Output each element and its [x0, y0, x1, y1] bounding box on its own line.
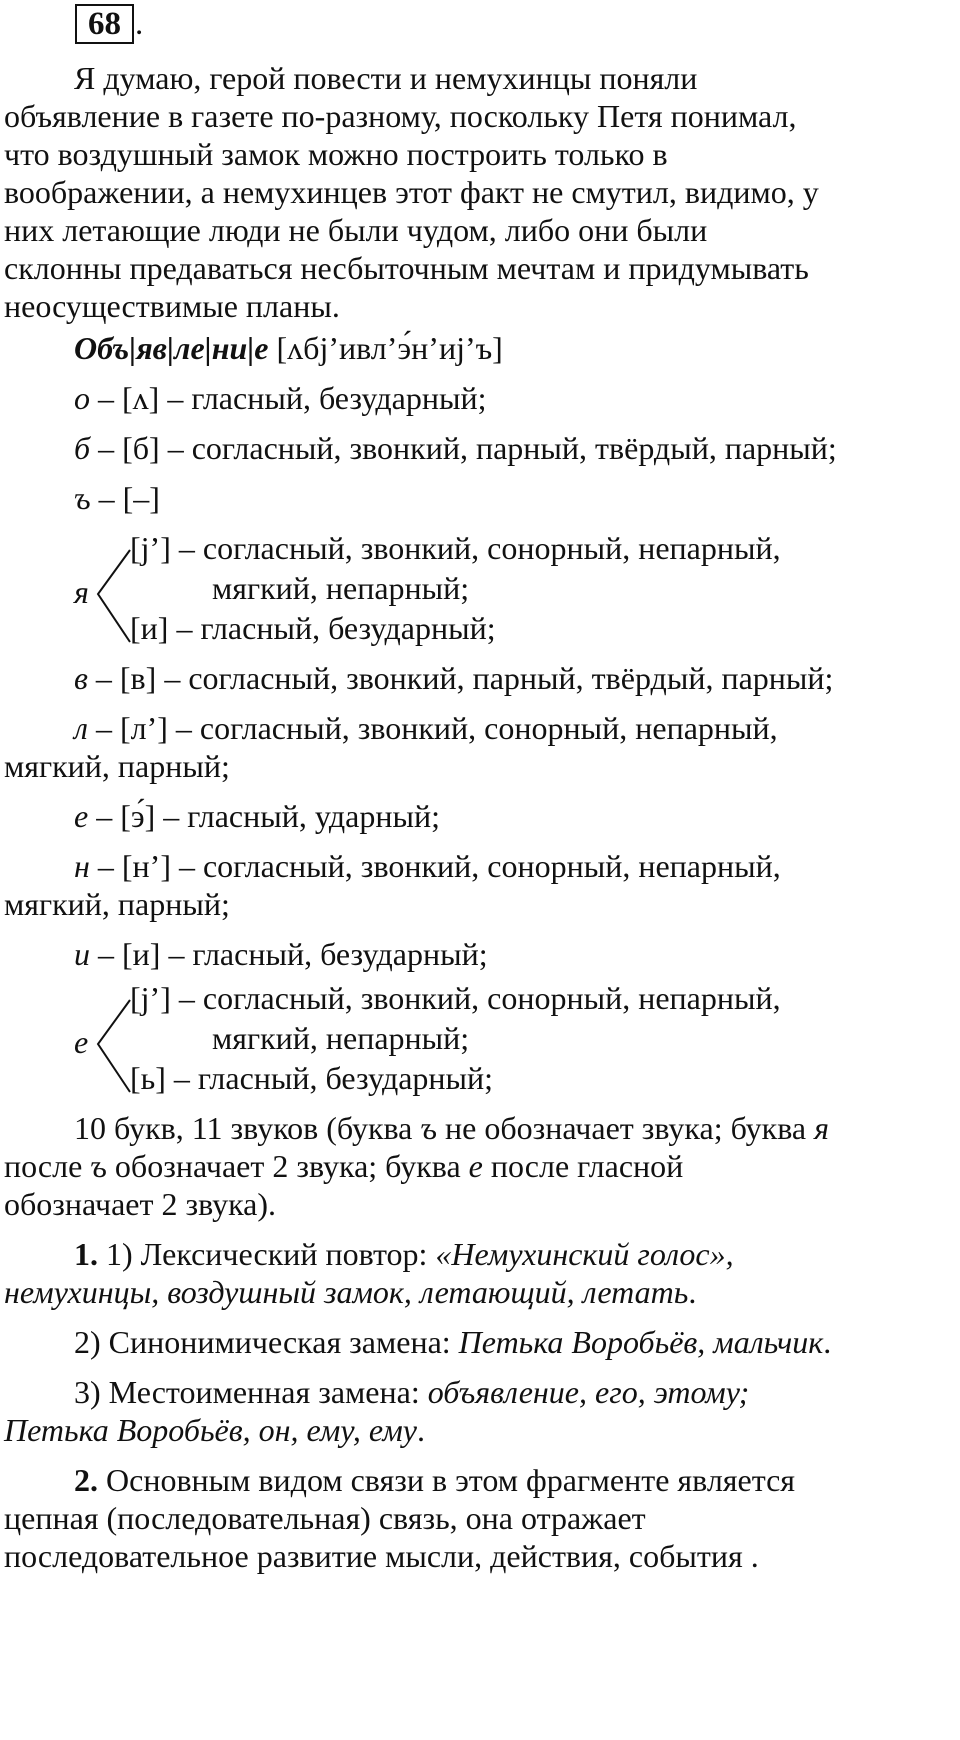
- phoneme-e2-j: [j’] – согласный, звонкий, сонорный, непарный,: [130, 980, 781, 1016]
- phoneme-row-n-cont: мягкий, парный;: [4, 886, 230, 922]
- letter: б: [74, 430, 91, 466]
- task2-line: последовательное развитие мысли, действия, события .: [4, 1538, 759, 1574]
- phoneme-row-hard-sign: [74, 478, 160, 518]
- summary-line: после ъ обозначает 2 звука; буква е после гласной: [4, 1148, 684, 1184]
- phoneme-row-l-cont: мягкий, парный;: [4, 748, 230, 784]
- intro-line: склонны предаваться несбыточным мечтам и придумывать: [4, 250, 809, 286]
- brace-e2: [94, 994, 134, 1098]
- word-transcription: [ʌбj’ивл’э́н’иj’ъ]: [276, 330, 503, 366]
- letter: ъ: [74, 480, 91, 516]
- phoneme-row-o: [74, 378, 486, 418]
- task1-item3: 3) Местоименная замена: объявление, его, этому;: [74, 1374, 750, 1410]
- intro-line: них летающие люди не были чудом, либо они были: [4, 212, 708, 248]
- phoneme-row-l: [74, 708, 778, 748]
- phoneme-ya-j-cont: мягкий, непарный;: [212, 570, 470, 606]
- phoneme-description: – [л’] – согласный, звонкий, сонорный, непарный,: [87, 710, 778, 746]
- letter: н: [74, 848, 90, 884]
- letter: е: [74, 798, 89, 834]
- phoneme-description: – [и] – гласный, безударный;: [90, 936, 488, 972]
- intro-line: Я думаю, герой повести и немухинцы поняли: [74, 60, 698, 96]
- phoneme-ya-j: [j’] – согласный, звонкий, сонорный, непарный,: [130, 530, 781, 566]
- task2-number: 2.: [74, 1462, 98, 1498]
- phoneme-description: – [–]: [90, 480, 160, 516]
- phoneme-letter-e2: е: [74, 1024, 89, 1060]
- task2-line: цепная (последовательная) связь, она отражает: [4, 1500, 646, 1536]
- task1-item2: 2) Синонимическая замена: Петька Воробьёв, мальчик.: [74, 1324, 832, 1360]
- task2-line: 2. Основным видом связи в этом фрагменте является: [74, 1462, 795, 1498]
- letter: л: [74, 710, 88, 746]
- brace-ya: [94, 544, 134, 648]
- phoneme-ya-i: [и] – гласный, безударный;: [130, 610, 496, 646]
- task1-item1: 1. 1) Лексический повтор: «Немухинский голос»,: [74, 1236, 734, 1272]
- phoneme-e2-soft: [ь] – гласный, безударный;: [130, 1060, 494, 1096]
- task1-number: 1.: [74, 1236, 98, 1272]
- phoneme-row-v: [74, 658, 833, 698]
- word-segmented: Объ|яв|ле|ни|е: [74, 330, 269, 366]
- summary-line: 10 букв, 11 звуков (буква ъ не обозначает звука; буква я: [74, 1110, 829, 1146]
- phoneme-description: – [н’] – согласный, звонкий, сонорный, непарный,: [89, 848, 781, 884]
- phoneme-row-e: [74, 796, 440, 836]
- letter: и: [74, 936, 90, 972]
- letter: о: [74, 380, 90, 416]
- phoneme-description: – [э́] – гласный, ударный;: [88, 798, 440, 834]
- word-heading: [74, 328, 503, 368]
- phoneme-e2-j-cont: мягкий, непарный;: [212, 1020, 470, 1056]
- task1-item3-cont: Петька Воробьёв, он, ему, ему.: [4, 1412, 425, 1448]
- letter: в: [74, 660, 88, 696]
- phoneme-description: – [ʌ] – гласный, безударный;: [90, 380, 487, 416]
- phoneme-row-i: [74, 934, 488, 974]
- phoneme-letter-ya: я: [74, 574, 89, 610]
- phoneme-description: – [б] – согласный, звонкий, парный, твёрдый, парный;: [90, 430, 837, 466]
- task1-item1-cont: немухинцы, воздушный замок, летающий, летать.: [4, 1274, 697, 1310]
- exercise-number-dot: .: [135, 6, 144, 42]
- phoneme-row-n: [74, 846, 781, 886]
- intro-line: воображении, а немухинцев этот факт не смутил, видимо, у: [4, 174, 819, 210]
- summary-line: обозначает 2 звука).: [4, 1186, 277, 1222]
- intro-line: неосуществимые планы.: [4, 288, 340, 324]
- exercise-number: 68: [75, 4, 134, 44]
- intro-line: что воздушный замок можно построить только в: [4, 136, 668, 172]
- phoneme-description: – [в] – согласный, звонкий, парный, твёрдый, парный;: [87, 660, 834, 696]
- intro-line: объявление в газете по-разному, поскольку Петя понимал,: [4, 98, 797, 134]
- phoneme-row-b: [74, 428, 837, 468]
